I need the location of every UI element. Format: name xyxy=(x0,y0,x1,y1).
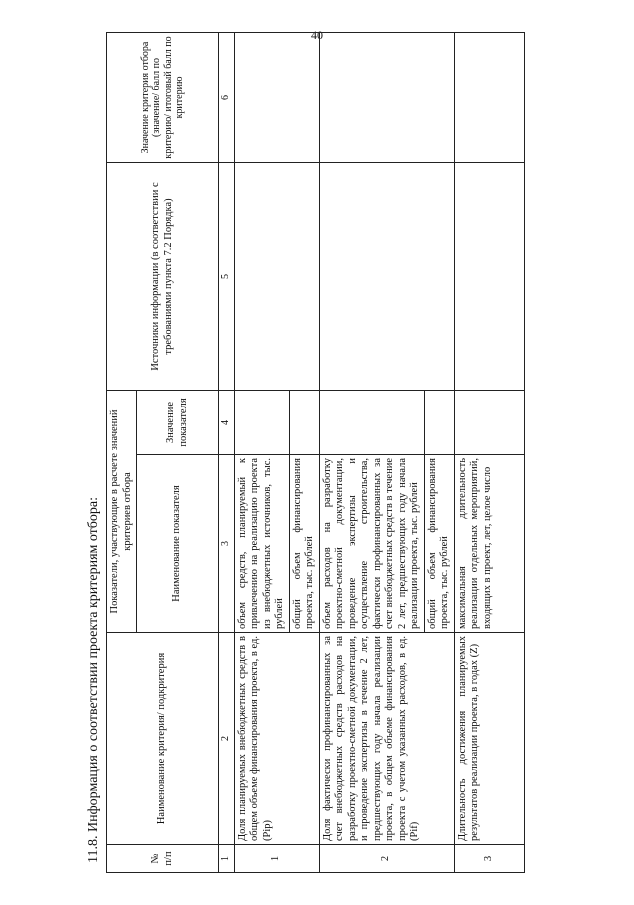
colnum-1: 1 xyxy=(219,845,235,873)
colnum-3: 3 xyxy=(219,455,235,633)
rotated-sheet xyxy=(84,33,596,873)
indicator-value xyxy=(234,391,289,455)
criterion-value-cell xyxy=(454,33,524,163)
criteria-table xyxy=(106,32,525,873)
section-title: 11.8. Информация о соответствии проекта критериям отбора: xyxy=(86,496,101,863)
row-num: 2 xyxy=(319,845,454,873)
indicator-name: объем расходов на разработку проектно-сметной документации, проведение экспертизы и осуществление строительства, фактически профинансированных за счет внебюджетных средств в течение 2 лет, предшествующих году начала реализации проекта, тыс. рублей xyxy=(319,455,424,633)
header-criterion: Наименование критерия/ подкритерия xyxy=(107,633,219,845)
indicator-value xyxy=(424,391,454,455)
indicator-name: объем средств, планируемый к привлечению на реализацию проекта из внебюджетных источников, тыс. рублей xyxy=(234,455,289,633)
source-cell xyxy=(234,163,319,391)
table-row xyxy=(454,33,524,873)
colnum-6: 6 xyxy=(219,33,235,163)
indicator-name: общий объем финансирования проекта, тыс. рублей xyxy=(424,455,454,633)
indicator-value xyxy=(289,391,319,455)
colnum-4: 4 xyxy=(219,391,235,455)
indicator-name: общий объем финансирования проекта, тыс. рублей xyxy=(289,455,319,633)
page-number: 40 xyxy=(311,28,323,42)
indicator-value xyxy=(454,391,524,455)
header-num: № п/п xyxy=(107,845,219,873)
column-numbers-row xyxy=(219,33,235,873)
table-row xyxy=(234,33,289,873)
source-cell xyxy=(319,163,454,391)
table-row xyxy=(319,33,424,873)
indicator-name: максимальная длительность реализации отдельных мероприятий, входящих в проект, лет, целое число xyxy=(454,455,524,633)
criterion-value-cell xyxy=(319,33,454,163)
source-cell xyxy=(454,163,524,391)
criterion-name: Доля фактически профинансированных за счет внебюджетных средств расходов на разработку проектно-сметной документации, и проведение экспертизы в течение 2 лет, предшествующих году начала реализации проекта, в общем объеме финансирования проекта с учетом указанных расходов, в ед. (Pif) xyxy=(319,633,454,845)
colnum-5: 5 xyxy=(219,163,235,391)
indicator-value xyxy=(319,391,424,455)
row-num: 3 xyxy=(454,845,524,873)
header-indicator-value: Значение показателя xyxy=(137,391,219,455)
header-indicators-group: Показатели, участвующие в расчете значений критериев отбора xyxy=(107,391,137,633)
criterion-name: Доля планируемых внебюджетных средств в общем объеме финансирования проекта, в ед. (Pip) xyxy=(234,633,319,845)
criterion-value-cell xyxy=(234,33,319,163)
colnum-2: 2 xyxy=(219,633,235,845)
criterion-name: Длительность достижения планируемых результатов реализации проекта, в годах (Z) xyxy=(454,633,524,845)
header-sources: Источники информации (в соответствии с требованиями пункта 7.2 Порядка) xyxy=(107,163,219,391)
header-criterion-value: Значение критерия отбора (значение/ балл по критерию/ итоговый балл по критерию xyxy=(107,33,219,163)
header-indicator-name: Наименование показателя xyxy=(137,455,219,633)
row-num: 1 xyxy=(234,845,319,873)
header-row xyxy=(107,33,137,873)
